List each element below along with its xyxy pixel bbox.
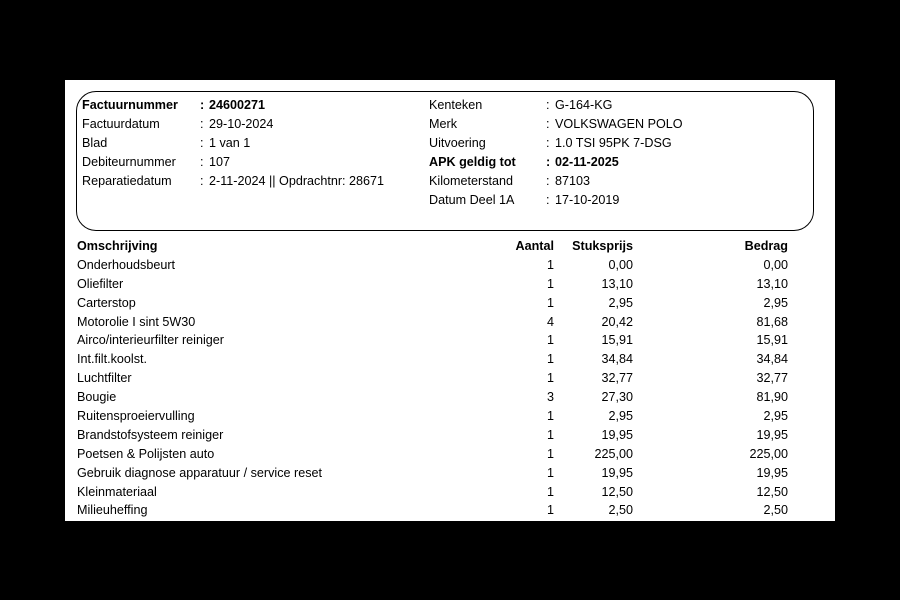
invoice-detail-field — [82, 172, 384, 191]
item-amount: 2,50 — [763, 503, 788, 518]
table-row — [77, 331, 817, 350]
item-amount: 81,90 — [756, 390, 788, 405]
column-header-unit-price: Stuksprijs — [572, 239, 633, 253]
vehicle-detail-field — [429, 172, 683, 191]
item-description: Carterstop — [77, 295, 136, 310]
item-description: Bougie — [77, 390, 117, 405]
item-description: Poetsen & Polijsten auto — [77, 446, 215, 461]
invoice-detail-field — [82, 153, 384, 172]
invoice-detail-field-label: Factuurnummer — [82, 98, 178, 112]
item-unit-price: 19,95 — [601, 465, 633, 480]
item-description: Milieuheffing — [77, 503, 148, 518]
item-unit-price: 19,95 — [601, 427, 633, 442]
item-quantity: 1 — [546, 371, 554, 386]
table-row — [77, 369, 817, 388]
field-separator: : — [200, 98, 205, 112]
invoice-detail-field — [82, 134, 384, 153]
item-description: Motorolie I sint 5W30 — [77, 314, 196, 329]
item-quantity: 1 — [546, 257, 554, 272]
field-separator: : — [546, 136, 550, 150]
invoice-page — [65, 80, 835, 521]
vehicle-detail-field — [429, 115, 683, 134]
vehicle-detail-field — [429, 134, 683, 153]
field-separator: : — [200, 136, 204, 150]
table-row — [77, 294, 817, 313]
table-row — [77, 256, 817, 275]
invoice-detail-field — [82, 96, 384, 115]
table-row — [77, 501, 817, 520]
item-amount: 34,84 — [756, 352, 788, 367]
table-row — [77, 388, 817, 407]
item-quantity: 1 — [546, 465, 554, 480]
table-row — [77, 445, 817, 464]
invoice-detail-field-label: Factuurdatum — [82, 117, 160, 131]
invoice-detail-field-value: 24600271 — [209, 98, 266, 112]
vehicle-detail-field-label: APK geldig tot — [429, 155, 516, 169]
field-separator: : — [546, 117, 550, 131]
item-quantity: 1 — [546, 484, 554, 499]
table-row — [77, 313, 817, 332]
table-body — [77, 256, 817, 520]
item-description: Oliefilter — [77, 276, 124, 291]
item-quantity: 4 — [546, 314, 554, 329]
invoice-detail-field-value: 2-11-2024 || Opdrachtnr: 28671 — [209, 174, 385, 188]
item-description: Brandstofsysteem reiniger — [77, 427, 224, 442]
item-unit-price: 27,30 — [601, 390, 633, 405]
field-separator: : — [546, 193, 550, 207]
item-unit-price: 0,00 — [608, 257, 633, 272]
invoice-detail-field-value: 29-10-2024 — [209, 117, 274, 131]
item-quantity: 1 — [546, 276, 554, 291]
item-amount: 2,95 — [763, 409, 788, 424]
invoice-detail-field — [82, 115, 384, 134]
field-separator: : — [200, 117, 204, 131]
item-amount: 225,00 — [749, 446, 788, 461]
item-unit-price: 2,95 — [608, 409, 633, 424]
item-quantity: 1 — [546, 295, 554, 310]
item-unit-price: 20,42 — [601, 314, 633, 329]
vehicle-detail-field-label: Datum Deel 1A — [429, 193, 515, 207]
field-separator: : — [200, 155, 204, 169]
item-unit-price: 13,10 — [601, 276, 633, 291]
vehicle-detail-field-value: 02-11-2025 — [555, 155, 619, 169]
item-quantity: 3 — [546, 390, 554, 405]
item-amount: 0,00 — [763, 257, 788, 272]
table-row — [77, 464, 817, 483]
item-description: Airco/interieurfilter reiniger — [77, 333, 224, 348]
item-quantity: 1 — [546, 409, 554, 424]
invoice-detail-field-label: Debiteurnummer — [82, 155, 176, 169]
column-header-amount: Bedrag — [744, 239, 788, 253]
item-unit-price: 12,50 — [601, 484, 633, 499]
item-unit-price: 2,95 — [608, 295, 633, 310]
vehicle-detail-field-value: 17-10-2019 — [555, 193, 620, 207]
vehicle-detail-field-value: 1.0 TSI 95PK 7-DSG — [555, 136, 672, 150]
field-separator: : — [546, 98, 550, 112]
item-amount: 32,77 — [756, 371, 788, 386]
item-quantity: 1 — [546, 446, 554, 461]
item-description: Int.filt.koolst. — [77, 352, 147, 367]
item-amount: 19,95 — [756, 427, 788, 442]
invoice-detail-field-value: 1 van 1 — [209, 136, 251, 150]
item-quantity: 1 — [546, 503, 554, 518]
invoice-detail-field-value: 107 — [209, 155, 231, 169]
item-amount: 19,95 — [756, 465, 788, 480]
item-quantity: 1 — [546, 427, 554, 442]
item-amount: 13,10 — [756, 276, 788, 291]
item-amount: 12,50 — [756, 484, 788, 499]
item-amount: 2,95 — [763, 295, 788, 310]
vehicle-detail-field-value: G-164-KG — [555, 98, 613, 112]
item-unit-price: 34,84 — [601, 352, 633, 367]
item-description: Ruitensproeiervulling — [77, 409, 195, 424]
vehicle-detail-field-label: Kenteken — [429, 98, 483, 112]
invoice-detail-field-label: Reparatiedatum — [82, 174, 172, 188]
table-row — [77, 483, 817, 502]
invoice-detail-field-label: Blad — [82, 136, 108, 150]
column-header-quantity: Aantal — [515, 239, 554, 253]
item-unit-price: 32,77 — [601, 371, 633, 386]
item-amount: 15,91 — [756, 333, 788, 348]
item-quantity: 1 — [546, 333, 554, 348]
vehicle-detail-field-label: Merk — [429, 117, 457, 131]
vehicle-detail-field-label: Uitvoering — [429, 136, 486, 150]
vehicle-detail-field-value: VOLKSWAGEN POLO — [555, 117, 683, 131]
item-description: Luchtfilter — [77, 371, 132, 386]
field-separator: : — [546, 174, 550, 188]
vehicle-detail-field — [429, 153, 683, 172]
vehicle-details — [429, 96, 683, 210]
vehicle-detail-field — [429, 96, 683, 115]
field-separator: : — [200, 174, 204, 188]
item-description: Kleinmateriaal — [77, 484, 157, 499]
vehicle-detail-field-label: Kilometerstand — [429, 174, 513, 188]
table-row — [77, 275, 817, 294]
line-items-table — [77, 237, 817, 520]
item-description: Onderhoudsbeurt — [77, 257, 176, 272]
vehicle-detail-field — [429, 191, 683, 210]
table-row — [77, 426, 817, 445]
table-row — [77, 350, 817, 369]
item-quantity: 1 — [546, 352, 554, 367]
item-unit-price: 225,00 — [594, 446, 633, 461]
table-header-row — [77, 237, 817, 256]
table-row — [77, 407, 817, 426]
item-amount: 81,68 — [756, 314, 788, 329]
item-description: Gebruik diagnose apparatuur / service reset — [77, 465, 323, 480]
vehicle-detail-field-value: 87103 — [555, 174, 591, 188]
item-unit-price: 2,50 — [608, 503, 633, 518]
field-separator: : — [546, 155, 551, 169]
column-header-description: Omschrijving — [77, 239, 158, 253]
item-unit-price: 15,91 — [601, 333, 633, 348]
invoice-details — [82, 96, 384, 191]
